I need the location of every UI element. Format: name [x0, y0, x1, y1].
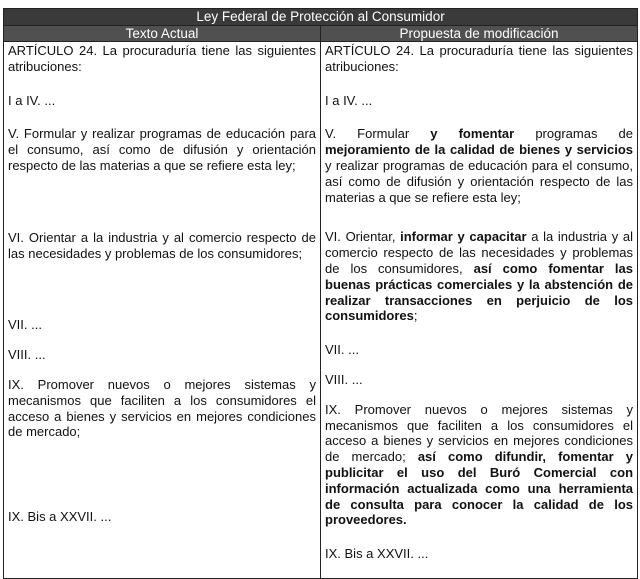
fraction-ix-bis: IX. Bis a XXVII. ... [325, 546, 429, 562]
current-text-cell [4, 42, 321, 579]
added-text: y fomentar [430, 126, 515, 142]
fraction-vii: VII. ... [325, 342, 359, 358]
column-header-current: Texto Actual [4, 26, 321, 42]
comparison-table [3, 8, 638, 579]
added-text: mejoramiento de la calidad de bienes y servicios [325, 142, 634, 158]
table-title: Ley Federal de Protección al Consumidor [4, 9, 638, 26]
column-header-row [4, 26, 638, 42]
added-text: así como difundir, fomentar y publicitar el uso del Buró Comercial con información actualizada como una herramienta de consulta para conocer la calidad de los proveedores. [325, 449, 634, 528]
fraction-viii: VIII. ... [8, 347, 46, 363]
column-header-proposal: Propuesta de modificación [321, 26, 638, 42]
fraction-ix: IX. Promover nuevos o mejores sistemas y mecanismos que faciliten a los consumidores el acceso a bienes y servicios en mejores condiciones de mercado; así como difundir, fomentar y publicitar el uso del Buró Comercial con información actualizada como una herramienta de consulta para conocer la calidad de los proveedores. [325, 401, 634, 528]
added-text: informar y capacitar [400, 229, 527, 245]
fraction-ix-bis: IX. Bis a XXVII. ... [8, 509, 112, 525]
table-row [4, 42, 638, 579]
fraction-i-iv: I a IV. ... [325, 92, 373, 108]
fraction-ix: IX. Promover nuevos o mejores sistemas y mecanismos que faciliten a los consumidores el acceso a bienes y servicios en mejores condiciones de mercado; [8, 376, 316, 440]
fraction-v: V. Formular y fomentar programas de mejoramiento de la calidad de bienes y servicios y realizar programas de educación para el consumo, así como de difusión y orientación respecto de las materias a que se refiere esta ley; [325, 126, 634, 205]
article-heading: ARTÍCULO 24. La procuraduría tiene las siguientes atribuciones: [8, 43, 316, 74]
fraction-vii: VII. ... [8, 317, 42, 333]
fraction-vi: VI. Orientar a la industria y al comercio respecto de las necesidades y problemas de los consumidores; [8, 229, 316, 261]
article-heading: ARTÍCULO 24. La procuraduría tiene las siguientes atribuciones: [325, 43, 634, 74]
fraction-v: V. Formular y realizar programas de educación para el consumo, así como de difusión y orientación respecto de las materias a que se refiere esta ley; [8, 126, 316, 173]
table-title-row [4, 9, 638, 26]
fraction-vi: VI. Orientar, informar y capacitar a la industria y al comercio respecto de las necesidades y problemas de los consumidores, así como fomentar las buenas prácticas comerciales y la abstención de realizar transacciones en perjuicio de los consumidores; [325, 229, 634, 324]
fraction-viii: VIII. ... [325, 371, 363, 387]
fraction-i-iv: I a IV. ... [8, 92, 56, 108]
added-text: así como fomentar las buenas prácticas comerciales y la abstención de realizar transacciones en perjuicio de los consumidores [325, 260, 634, 324]
proposal-text-cell [321, 42, 638, 579]
